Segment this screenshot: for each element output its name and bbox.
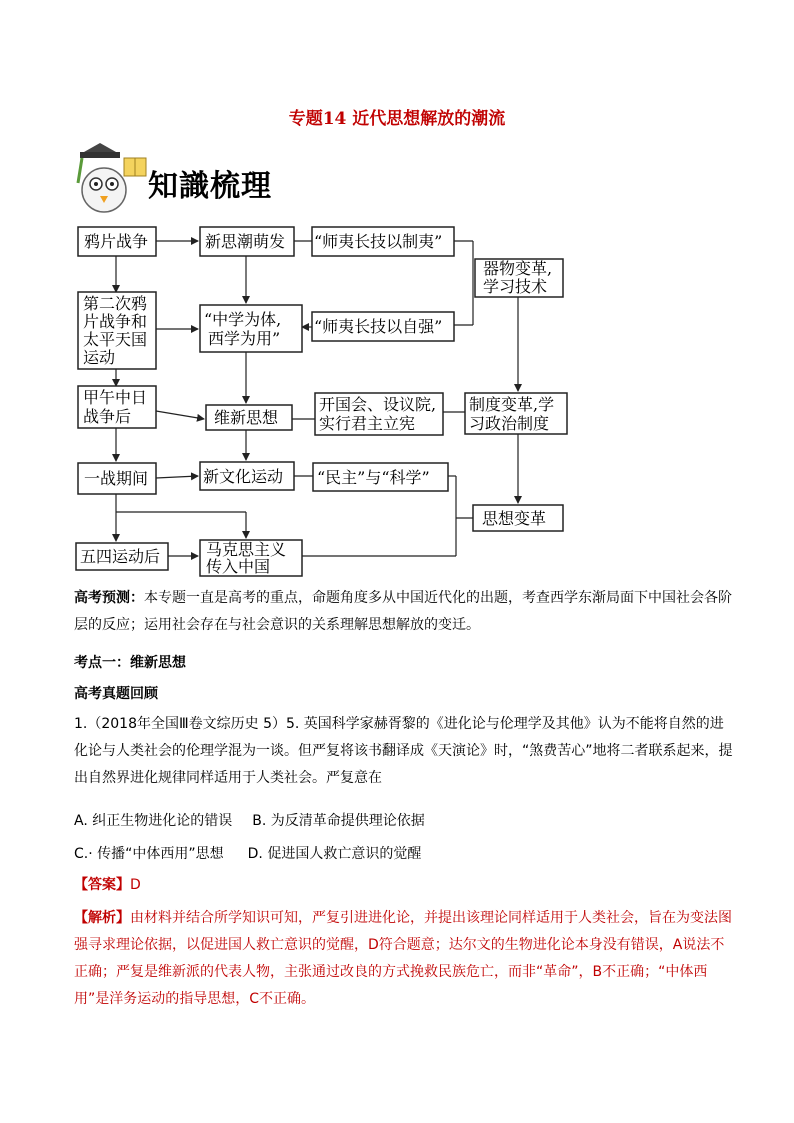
node-label: 五四运动后 — [80, 547, 161, 566]
node-label: 新思潮萌发 — [205, 232, 286, 251]
node-label: 新文化运动 — [203, 467, 284, 486]
node-label: 西学为用” — [208, 329, 281, 348]
mascot-icon — [78, 143, 146, 212]
node-new-culture-movement — [200, 462, 294, 490]
node-label: 开国会、设议院, — [319, 395, 437, 414]
node-label: 第二次鸦 — [83, 294, 148, 313]
forecast-text: 本专题一直是高考的重点，命题角度多从中国近代化的出题，考查西学东渐局面下中国社会各阶层的反应；运用社会存在与社会意识的关系理解思想解放的变迁。 — [74, 590, 732, 633]
answer-value: D — [130, 877, 141, 893]
node-label: 鸦片战争 — [84, 232, 149, 251]
review-heading: 高考真题回顾 — [74, 686, 158, 702]
node-after-may-fourth — [76, 543, 168, 570]
node-constitutional-monarchy — [315, 393, 443, 435]
node-learn-foreign-control — [312, 227, 454, 256]
node-learn-foreign-strength — [312, 312, 454, 341]
node-label: 太平天国 — [83, 330, 148, 349]
node-label: 马克思主义 — [206, 540, 287, 559]
node-label: 制度变革,学 — [469, 395, 555, 414]
option-a: A. 纠正生物进化论的错误 — [74, 813, 233, 829]
node-marxism — [200, 540, 302, 576]
node-new-thought — [200, 227, 294, 256]
analysis-text: 由材料并结合所学知识可知，严复引进进化论，并提出该理论同样适用于人类社会，旨在为变法图强寻求理论依据，以促进国人救亡意识的觉醒，D符合题意；达尔文的生物进化论本身没有错误，A说法不正确；严复是维新派的代表人物，主张通过改良的方式挽救民族危亡，而非“革命”，B不正确；“中体西用”是洋务运动的指导思想，C不正确。 — [74, 910, 732, 1007]
node-label: 运动 — [83, 348, 116, 367]
document-title: 专题14 近代思想解放的潮流 — [288, 109, 506, 129]
node-label: 学习技术 — [483, 277, 548, 296]
forecast-label: 高考预测： — [74, 590, 144, 606]
node-opium-war — [78, 227, 156, 256]
node-label: 器物变革, — [483, 259, 553, 278]
node-label: “民主”与“科学” — [317, 468, 430, 487]
node-ideological-reform — [473, 505, 563, 531]
node-label: 甲午中日 — [83, 388, 148, 407]
option-c: C.· 传播“中体西用”思想 — [74, 846, 224, 862]
question-stem: 1.（2018年全国Ⅲ卷文综历史 5）5. 英国科学家赫胥黎的《进化论与伦理学及其他》认为不能将自然的进化论与人类社会的伦理学混为一谈。但严复将该书翻译成《天演论》时，“煞费苦心”地将二者联系起来，提出自然界进化规律同样适用于人类社会。严复意在 — [74, 716, 733, 786]
node-democracy-science — [313, 463, 448, 491]
node-label: 维新思想 — [214, 408, 279, 427]
forecast-paragraph — [74, 585, 734, 639]
node-wwi-period — [78, 463, 156, 494]
node-label: “师夷长技以自强” — [314, 317, 443, 336]
analysis-paragraph — [74, 905, 734, 1013]
option-b: B. 为反清革命提供理论依据 — [252, 813, 425, 829]
node-reform-thought — [206, 405, 292, 430]
node-label: 习政治制度 — [469, 414, 550, 433]
node-label: “师夷长技以制夷” — [314, 232, 443, 251]
answer-line — [74, 872, 734, 899]
node-label: “中学为体, — [204, 310, 282, 329]
node-material-reform — [475, 259, 563, 297]
node-label: 思想变革 — [482, 509, 547, 528]
node-chinese-learning-substance — [200, 305, 302, 352]
node-institutional-reform — [465, 393, 567, 434]
node-label: 一战期间 — [84, 469, 149, 488]
node-label: 战争后 — [83, 407, 132, 426]
banner-title: 知識梳理 — [148, 169, 272, 204]
node-label: 传入中国 — [206, 557, 271, 576]
node-sino-japanese-war — [78, 386, 156, 428]
analysis-label: 【解析】 — [74, 910, 130, 926]
answer-label: 【答案】 — [74, 877, 130, 893]
kaodian-heading: 考点一：维新思想 — [74, 655, 186, 671]
option-row-cd — [74, 841, 734, 868]
option-d: D. 促进国人救亡意识的觉醒 — [247, 846, 422, 862]
node-second-opium-war — [78, 292, 156, 369]
node-label: 实行君主立宪 — [319, 414, 416, 433]
node-label: 片战争和 — [83, 312, 148, 331]
option-row-ab — [74, 808, 734, 835]
